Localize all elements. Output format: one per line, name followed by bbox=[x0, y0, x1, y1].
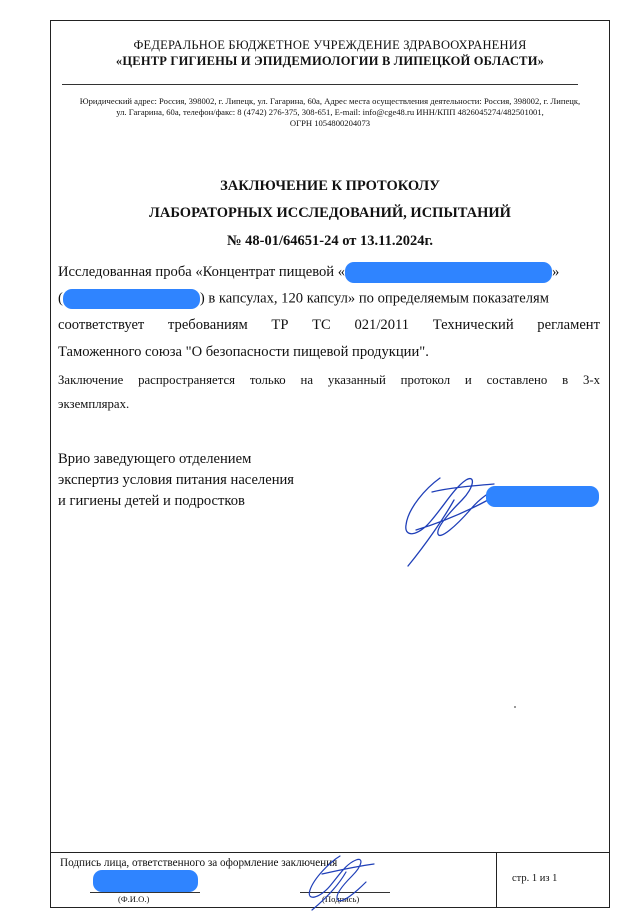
redacted-product-variant bbox=[63, 289, 200, 309]
signatory-line: экспертиз условия питания населения bbox=[58, 472, 295, 488]
address-line: Юридический адрес: Россия, 398002, г. Липецк, ул. Гагарина, 60а, Адрес места осуществления деятельности: Россия, 398002, г. Липецк, bbox=[79, 96, 581, 106]
conclusion-text: » bbox=[552, 263, 560, 280]
conclusion-line-4: Таможенного союза "О безопасности пищевой продукции". bbox=[58, 344, 429, 360]
header-divider bbox=[62, 84, 578, 85]
head-signature bbox=[396, 470, 506, 570]
responsible-signature bbox=[300, 852, 380, 912]
protocol-number: № 48-01/64651-24 от 13.11.2024г. bbox=[226, 233, 434, 249]
conclusion-text: ( bbox=[58, 290, 63, 307]
signatory-line: Врио заведующего отделением bbox=[58, 451, 252, 467]
document-title-line1: ЗАКЛЮЧЕНИЕ К ПРОТОКОЛУ bbox=[220, 178, 440, 194]
org-name-line2: «ЦЕНТР ГИГИЕНЫ И ЭПИДЕМИОЛОГИИ В ЛИПЕЦКОЙ ОБЛАСТИ» bbox=[115, 54, 545, 68]
redacted-signatory-name bbox=[486, 486, 599, 507]
document-title-line2: ЛАБОРАТОРНЫХ ИССЛЕДОВАНИЙ, ИСПЫТАНИЙ bbox=[149, 205, 511, 221]
signatory-title bbox=[58, 449, 294, 512]
conclusion-text: Исследованная проба «Концентрат пищевой « bbox=[58, 263, 346, 280]
footer-divider bbox=[496, 852, 497, 908]
responsible-person-label: Подпись лица, ответственного за оформление заключения bbox=[60, 857, 338, 869]
org-address bbox=[56, 96, 604, 129]
conclusion-text: ) в капсулах, 120 капсул» по определяемым показателям bbox=[199, 290, 549, 307]
page-counter: стр. 1 из 1 bbox=[512, 873, 558, 884]
address-line: ул. Гагарина, 60а, телефон/факс: 8 (4742) 276-375, 308-651, E-mail: info@cge48.ru ИНН/КПП 4826045274/482501001, bbox=[116, 107, 544, 117]
fio-underline bbox=[90, 892, 200, 893]
org-name-line1: ФЕДЕРАЛЬНОЕ БЮДЖЕТНОЕ УЧРЕЖДЕНИЕ ЗДРАВООХРАНЕНИЯ bbox=[133, 38, 527, 52]
address-line: ОГРН 1054800204073 bbox=[289, 118, 371, 128]
scan-speck bbox=[514, 706, 516, 708]
signatory-line: и гигиены детей и подростков bbox=[58, 493, 245, 509]
redacted-product-name bbox=[345, 262, 552, 283]
fio-caption: (Ф.И.О.) bbox=[118, 894, 150, 904]
conclusion-line-3: соответствует требованиям ТР ТС 021/2011 Технический регламент bbox=[58, 317, 600, 333]
scope-note-line-2: экземплярах. bbox=[58, 397, 130, 411]
redacted-responsible-name bbox=[93, 870, 198, 892]
signature-caption: (Подпись) bbox=[322, 894, 360, 904]
scope-note-line-1: Заключение распространяется только на указанный протокол и составлено в 3-х bbox=[58, 373, 600, 387]
conclusion-line-1 bbox=[58, 262, 600, 283]
conclusion-line-2 bbox=[58, 289, 600, 309]
